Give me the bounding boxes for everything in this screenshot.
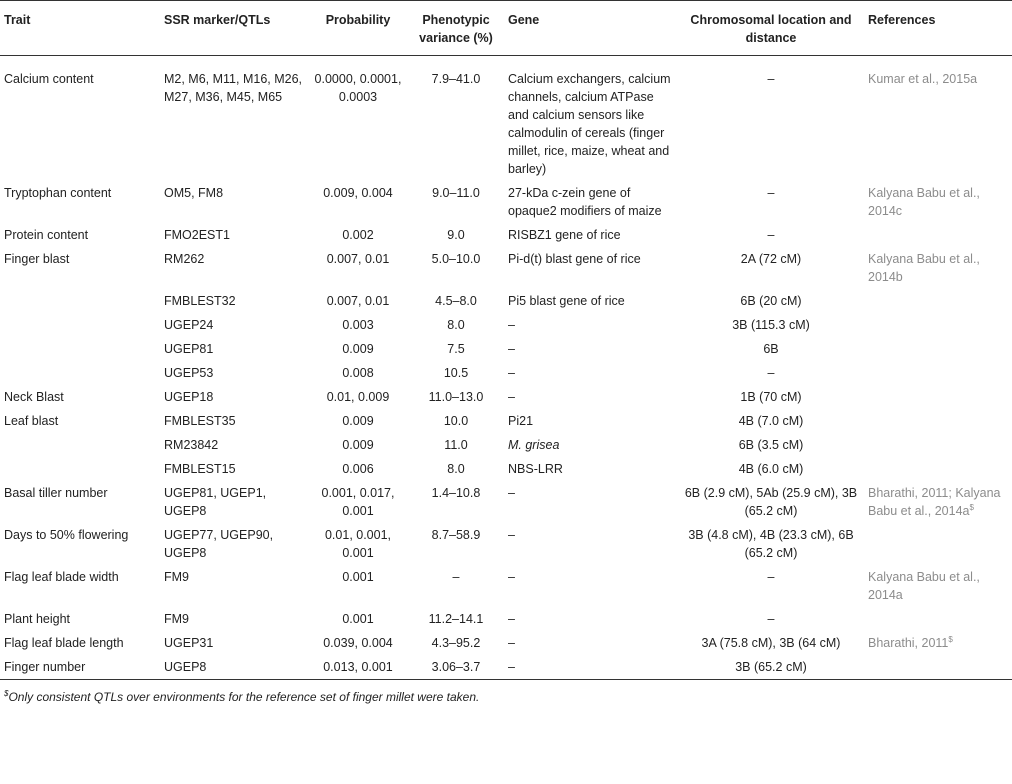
cell-ssr-marker-text: FMBLEST32 — [164, 294, 236, 308]
cell-ssr-marker-text: FMBLEST35 — [164, 414, 236, 428]
reference-footnote-marker: $ — [948, 634, 953, 644]
cell-phenotypic-variance-text: 11.2–14.1 — [428, 612, 484, 626]
cell-phenotypic-variance-text: 7.5 — [447, 342, 465, 356]
cell-trait — [0, 385, 160, 409]
cell-chromosomal-location-text: 4B (7.0 cM) — [738, 414, 804, 428]
cell-trait-text: Flag leaf blade width — [4, 570, 119, 584]
cell-trait — [0, 223, 160, 247]
cell-phenotypic-variance-text: 10.0 — [443, 414, 469, 428]
cell-probability — [308, 655, 404, 680]
cell-phenotypic-variance — [404, 409, 504, 433]
footnote-marker: $ — [4, 689, 9, 698]
cell-trait — [0, 337, 160, 361]
cell-reference — [864, 385, 1012, 409]
cell-phenotypic-variance — [404, 385, 504, 409]
cell-chromosomal-location — [674, 607, 864, 631]
cell-reference — [864, 457, 1012, 481]
cell-trait — [0, 481, 160, 523]
table-row — [0, 457, 1012, 481]
cell-reference — [864, 223, 1012, 247]
cell-trait — [0, 409, 160, 433]
cell-chromosomal-location — [674, 313, 864, 337]
cell-gene — [504, 481, 674, 523]
cell-gene-text: – — [508, 318, 515, 332]
cell-ssr-marker-text: UGEP24 — [164, 318, 214, 332]
cell-chromosomal-location-text: 3B (115.3 cM) — [732, 318, 810, 332]
cell-phenotypic-variance-text: 10.5 — [443, 366, 469, 380]
cell-gene-text: – — [508, 528, 515, 542]
cell-ssr-marker — [160, 433, 308, 457]
cell-probability — [308, 337, 404, 361]
cell-ssr-marker-text: RM23842 — [164, 438, 219, 452]
cell-trait-text: Finger number — [4, 660, 86, 674]
cell-gene-text: Calcium exchangers, calcium channels, calcium ATPase and calcium sensors like calmodulin of cereals (finger millet, rice, maize, wheat and barley) — [508, 72, 671, 176]
cell-trait — [0, 56, 160, 182]
cell-ssr-marker-text: UGEP31 — [164, 636, 214, 650]
table-row — [0, 523, 1012, 565]
cell-chromosomal-location — [674, 655, 864, 680]
cell-gene — [504, 181, 674, 223]
table-header-row — [0, 1, 1012, 56]
cell-chromosomal-location — [674, 409, 864, 433]
cell-ssr-marker — [160, 409, 308, 433]
cell-chromosomal-location — [674, 56, 864, 182]
cell-trait — [0, 565, 160, 607]
cell-probability-text: 0.002 — [342, 228, 374, 242]
cell-probability-text: 0.013, 0.001 — [323, 660, 393, 674]
cell-chromosomal-location — [674, 337, 864, 361]
cell-reference — [864, 181, 1012, 223]
cell-phenotypic-variance — [404, 181, 504, 223]
cell-phenotypic-variance — [404, 337, 504, 361]
cell-ssr-marker-text: RM262 — [164, 252, 205, 266]
cell-phenotypic-variance — [404, 457, 504, 481]
cell-phenotypic-variance-text: 4.3–95.2 — [431, 636, 481, 650]
cell-trait-text: Flag leaf blade length — [4, 636, 124, 650]
cell-chromosomal-location-text: 6B (3.5 cM) — [738, 438, 804, 452]
cell-gene-text: – — [508, 636, 515, 650]
cell-ssr-marker — [160, 361, 308, 385]
cell-probability-text: 0.001 — [342, 612, 374, 626]
cell-chromosomal-location — [674, 223, 864, 247]
cell-phenotypic-variance-text: 9.0–11.0 — [432, 186, 480, 200]
cell-ssr-marker-text: M2, M6, M11, M16, M26, M27, M36, M45, M65 — [164, 72, 303, 104]
cell-ssr-marker — [160, 607, 308, 631]
cell-probability — [308, 385, 404, 409]
cell-phenotypic-variance — [404, 481, 504, 523]
cell-phenotypic-variance — [404, 313, 504, 337]
header-probability: Probability — [325, 13, 391, 27]
cell-phenotypic-variance — [404, 247, 504, 289]
cell-phenotypic-variance-text: 1.4–10.8 — [431, 486, 481, 500]
table-row — [0, 631, 1012, 655]
cell-gene — [504, 289, 674, 313]
cell-reference — [864, 337, 1012, 361]
cell-gene-text: 27-kDa c-zein gene of opaque2 modifiers of maize — [508, 186, 662, 218]
cell-reference — [864, 655, 1012, 680]
cell-ssr-marker-text: UGEP53 — [164, 366, 214, 380]
cell-probability-text: 0.003 — [342, 318, 374, 332]
header-chromosomal-location: Chromosomal location and distance — [690, 13, 852, 45]
cell-gene — [504, 565, 674, 607]
header-phenotypic-variance: Phenotypic variance (%) — [419, 13, 493, 45]
cell-probability-text: 0.001 — [342, 570, 374, 584]
cell-trait — [0, 247, 160, 289]
cell-reference — [864, 631, 1012, 655]
cell-reference-text: Bharathi, 2011 — [868, 636, 949, 650]
cell-trait — [0, 523, 160, 565]
cell-gene — [504, 247, 674, 289]
cell-probability — [308, 433, 404, 457]
cell-gene — [504, 337, 674, 361]
cell-gene-text: M. grisea — [508, 438, 560, 452]
cell-chromosomal-location-text: 1B (70 cM) — [740, 390, 802, 404]
cell-phenotypic-variance-text: 7.9–41.0 — [431, 72, 481, 86]
cell-gene — [504, 313, 674, 337]
cell-gene — [504, 607, 674, 631]
table-row — [0, 313, 1012, 337]
cell-probability — [308, 313, 404, 337]
cell-gene-text: Pi-d(t) blast gene of rice — [508, 252, 641, 266]
cell-trait — [0, 313, 160, 337]
cell-phenotypic-variance-text: – — [452, 570, 460, 584]
cell-reference — [864, 313, 1012, 337]
reference-footnote-marker: $ — [969, 502, 974, 512]
cell-ssr-marker — [160, 385, 308, 409]
cell-ssr-marker — [160, 247, 308, 289]
cell-trait — [0, 361, 160, 385]
cell-reference — [864, 565, 1012, 607]
table-footnote — [0, 680, 1012, 704]
cell-chromosomal-location-text: 3B (65.2 cM) — [735, 660, 807, 674]
cell-gene — [504, 655, 674, 680]
cell-reference-text: Kalyana Babu et al., 2014a — [868, 570, 980, 602]
cell-reference — [864, 481, 1012, 523]
cell-chromosomal-location-text: – — [767, 570, 775, 584]
cell-reference — [864, 56, 1012, 182]
cell-phenotypic-variance — [404, 433, 504, 457]
cell-chromosomal-location — [674, 433, 864, 457]
cell-probability — [308, 523, 404, 565]
table-row — [0, 607, 1012, 631]
cell-phenotypic-variance — [404, 607, 504, 631]
cell-trait-text: Tryptophan content — [4, 186, 112, 200]
cell-chromosomal-location — [674, 385, 864, 409]
cell-probability-text: 0.009 — [342, 342, 374, 356]
cell-gene-text: NBS-LRR — [508, 462, 563, 476]
cell-chromosomal-location — [674, 457, 864, 481]
cell-phenotypic-variance — [404, 565, 504, 607]
cell-probability — [308, 409, 404, 433]
cell-reference-text: Kalyana Babu et al., 2014c — [868, 186, 980, 218]
cell-probability — [308, 631, 404, 655]
cell-reference — [864, 607, 1012, 631]
cell-chromosomal-location — [674, 565, 864, 607]
cell-probability — [308, 481, 404, 523]
cell-ssr-marker-text: FMBLEST15 — [164, 462, 236, 476]
cell-gene — [504, 523, 674, 565]
header-trait: Trait — [4, 13, 31, 27]
cell-probability-text: 0.007, 0.01 — [326, 252, 390, 266]
cell-phenotypic-variance — [404, 523, 504, 565]
table-row — [0, 247, 1012, 289]
cell-trait — [0, 433, 160, 457]
cell-chromosomal-location — [674, 181, 864, 223]
cell-gene — [504, 433, 674, 457]
cell-trait-text: Protein content — [4, 228, 89, 242]
cell-phenotypic-variance-text: 9.0 — [447, 228, 465, 242]
cell-gene-text: Pi5 blast gene of rice — [508, 294, 625, 308]
table-body — [0, 56, 1012, 680]
cell-probability-text: 0.009 — [342, 438, 374, 452]
cell-chromosomal-location — [674, 247, 864, 289]
cell-phenotypic-variance-text: 3.06–3.7 — [431, 660, 481, 674]
footnote-text: Only consistent QTLs over environments for the reference set of finger millet were taken. — [8, 690, 480, 704]
table-row — [0, 385, 1012, 409]
cell-gene — [504, 56, 674, 182]
cell-probability-text: 0.0000, 0.0001, 0.0003 — [314, 72, 402, 104]
cell-chromosomal-location-text: 6B (20 cM) — [740, 294, 802, 308]
cell-phenotypic-variance-text: 4.5–8.0 — [435, 294, 477, 308]
cell-gene-text: – — [508, 486, 515, 500]
table-row — [0, 56, 1012, 182]
table-row — [0, 481, 1012, 523]
cell-chromosomal-location — [674, 289, 864, 313]
cell-chromosomal-location — [674, 361, 864, 385]
cell-ssr-marker — [160, 481, 308, 523]
cell-ssr-marker-text: UGEP77, UGEP90, UGEP8 — [164, 528, 274, 560]
cell-probability-text: 0.009 — [342, 414, 374, 428]
cell-chromosomal-location-text: 6B (2.9 cM), 5Ab (25.9 cM), 3B (65.2 cM) — [684, 486, 858, 518]
cell-phenotypic-variance-text: 11.0 — [444, 438, 468, 452]
cell-probability — [308, 181, 404, 223]
cell-ssr-marker — [160, 313, 308, 337]
cell-probability — [308, 247, 404, 289]
cell-gene-text: RISBZ1 gene of rice — [508, 228, 621, 242]
cell-chromosomal-location — [674, 523, 864, 565]
cell-gene-text: – — [508, 660, 515, 674]
cell-chromosomal-location — [674, 631, 864, 655]
cell-probability — [308, 457, 404, 481]
cell-trait-text: Neck Blast — [4, 390, 64, 404]
cell-probability — [308, 223, 404, 247]
cell-ssr-marker — [160, 631, 308, 655]
cell-gene — [504, 385, 674, 409]
cell-chromosomal-location-text: 3A (75.8 cM), 3B (64 cM) — [701, 636, 841, 650]
cell-reference — [864, 361, 1012, 385]
cell-ssr-marker — [160, 223, 308, 247]
cell-ssr-marker-text: FM9 — [164, 612, 189, 626]
cell-trait — [0, 655, 160, 680]
cell-chromosomal-location-text: – — [767, 186, 775, 200]
cell-probability-text: 0.006 — [342, 462, 374, 476]
table-row — [0, 361, 1012, 385]
cell-gene-text: Pi21 — [508, 414, 534, 428]
cell-trait — [0, 607, 160, 631]
cell-gene — [504, 223, 674, 247]
table-row — [0, 565, 1012, 607]
cell-gene-text: – — [508, 390, 515, 404]
cell-trait-text: Leaf blast — [4, 414, 59, 428]
cell-phenotypic-variance — [404, 655, 504, 680]
cell-trait — [0, 181, 160, 223]
cell-gene-text: – — [508, 570, 515, 584]
cell-phenotypic-variance — [404, 56, 504, 182]
cell-probability-text: 0.009, 0.004 — [323, 186, 393, 200]
cell-ssr-marker-text: OM5, FM8 — [164, 186, 224, 200]
cell-ssr-marker — [160, 56, 308, 182]
cell-probability-text: 0.001, 0.017, 0.001 — [321, 486, 395, 518]
cell-ssr-marker-text: UGEP81, UGEP1, UGEP8 — [164, 486, 267, 518]
cell-reference — [864, 523, 1012, 565]
cell-chromosomal-location-text: 3B (4.8 cM), 4B (23.3 cM), 6B (65.2 cM) — [688, 528, 854, 560]
cell-phenotypic-variance-text: 8.7–58.9 — [431, 528, 481, 542]
cell-probability-text: 0.01, 0.001, 0.001 — [324, 528, 392, 560]
cell-phenotypic-variance — [404, 631, 504, 655]
table-row — [0, 655, 1012, 680]
cell-phenotypic-variance-text: 8.0 — [447, 462, 465, 476]
cell-gene-text: – — [508, 366, 515, 380]
cell-trait-text: Plant height — [4, 612, 71, 626]
cell-probability — [308, 607, 404, 631]
cell-probability-text: 0.039, 0.004 — [323, 636, 393, 650]
cell-chromosomal-location-text: 4B (6.0 cM) — [738, 462, 804, 476]
cell-phenotypic-variance-text: 5.0–10.0 — [431, 252, 481, 266]
cell-reference-text: Kumar et al., 2015a — [868, 72, 978, 86]
cell-ssr-marker — [160, 457, 308, 481]
cell-reference-text: Kalyana Babu et al., 2014b — [868, 252, 980, 284]
cell-ssr-marker-text: UGEP18 — [164, 390, 214, 404]
cell-phenotypic-variance-text: 11.0–13.0 — [428, 390, 484, 404]
cell-phenotypic-variance-text: 8.0 — [447, 318, 465, 332]
cell-ssr-marker — [160, 523, 308, 565]
cell-ssr-marker-text: FM9 — [164, 570, 189, 584]
cell-reference — [864, 433, 1012, 457]
table-row — [0, 337, 1012, 361]
cell-ssr-marker — [160, 181, 308, 223]
cell-trait-text: Days to 50% flowering — [4, 528, 129, 542]
cell-probability-text: 0.008 — [342, 366, 374, 380]
cell-chromosomal-location — [674, 481, 864, 523]
cell-gene — [504, 457, 674, 481]
cell-trait — [0, 457, 160, 481]
cell-trait-text: Finger blast — [4, 252, 70, 266]
cell-ssr-marker-text: UGEP8 — [164, 660, 207, 674]
cell-phenotypic-variance — [404, 289, 504, 313]
cell-reference — [864, 409, 1012, 433]
cell-gene-text: – — [508, 342, 515, 356]
cell-gene — [504, 409, 674, 433]
cell-ssr-marker-text: UGEP81 — [164, 342, 214, 356]
cell-probability — [308, 361, 404, 385]
table-row — [0, 223, 1012, 247]
table-row — [0, 433, 1012, 457]
cell-chromosomal-location-text: – — [767, 612, 775, 626]
cell-probability — [308, 56, 404, 182]
cell-chromosomal-location-text: – — [767, 366, 775, 380]
cell-probability — [308, 289, 404, 313]
cell-chromosomal-location-text: 6B — [763, 342, 779, 356]
table-row — [0, 289, 1012, 313]
cell-trait — [0, 289, 160, 313]
table-row — [0, 181, 1012, 223]
cell-chromosomal-location-text: – — [767, 228, 775, 242]
cell-probability — [308, 565, 404, 607]
cell-trait — [0, 631, 160, 655]
cell-reference-text: Bharathi, 2011; Kalyana Babu et al., 2014a — [868, 486, 1001, 518]
cell-ssr-marker-text: FMO2EST1 — [164, 228, 230, 242]
cell-trait-text: Basal tiller number — [4, 486, 108, 500]
cell-phenotypic-variance — [404, 361, 504, 385]
header-gene: Gene — [508, 13, 540, 27]
header-references: References — [868, 13, 936, 27]
cell-probability-text: 0.007, 0.01 — [326, 294, 390, 308]
cell-ssr-marker — [160, 289, 308, 313]
cell-gene — [504, 361, 674, 385]
cell-gene — [504, 631, 674, 655]
cell-ssr-marker — [160, 655, 308, 680]
cell-ssr-marker — [160, 565, 308, 607]
cell-trait-text: Calcium content — [4, 72, 94, 86]
cell-reference — [864, 289, 1012, 313]
table-row — [0, 409, 1012, 433]
cell-chromosomal-location-text: 2A (72 cM) — [740, 252, 802, 266]
cell-phenotypic-variance — [404, 223, 504, 247]
cell-chromosomal-location-text: – — [767, 72, 775, 86]
cell-probability-text: 0.01, 0.009 — [326, 390, 390, 404]
cell-gene-text: – — [508, 612, 515, 626]
cell-reference — [864, 247, 1012, 289]
header-ssr-marker: SSR marker/QTLs — [164, 13, 271, 27]
cell-ssr-marker — [160, 337, 308, 361]
